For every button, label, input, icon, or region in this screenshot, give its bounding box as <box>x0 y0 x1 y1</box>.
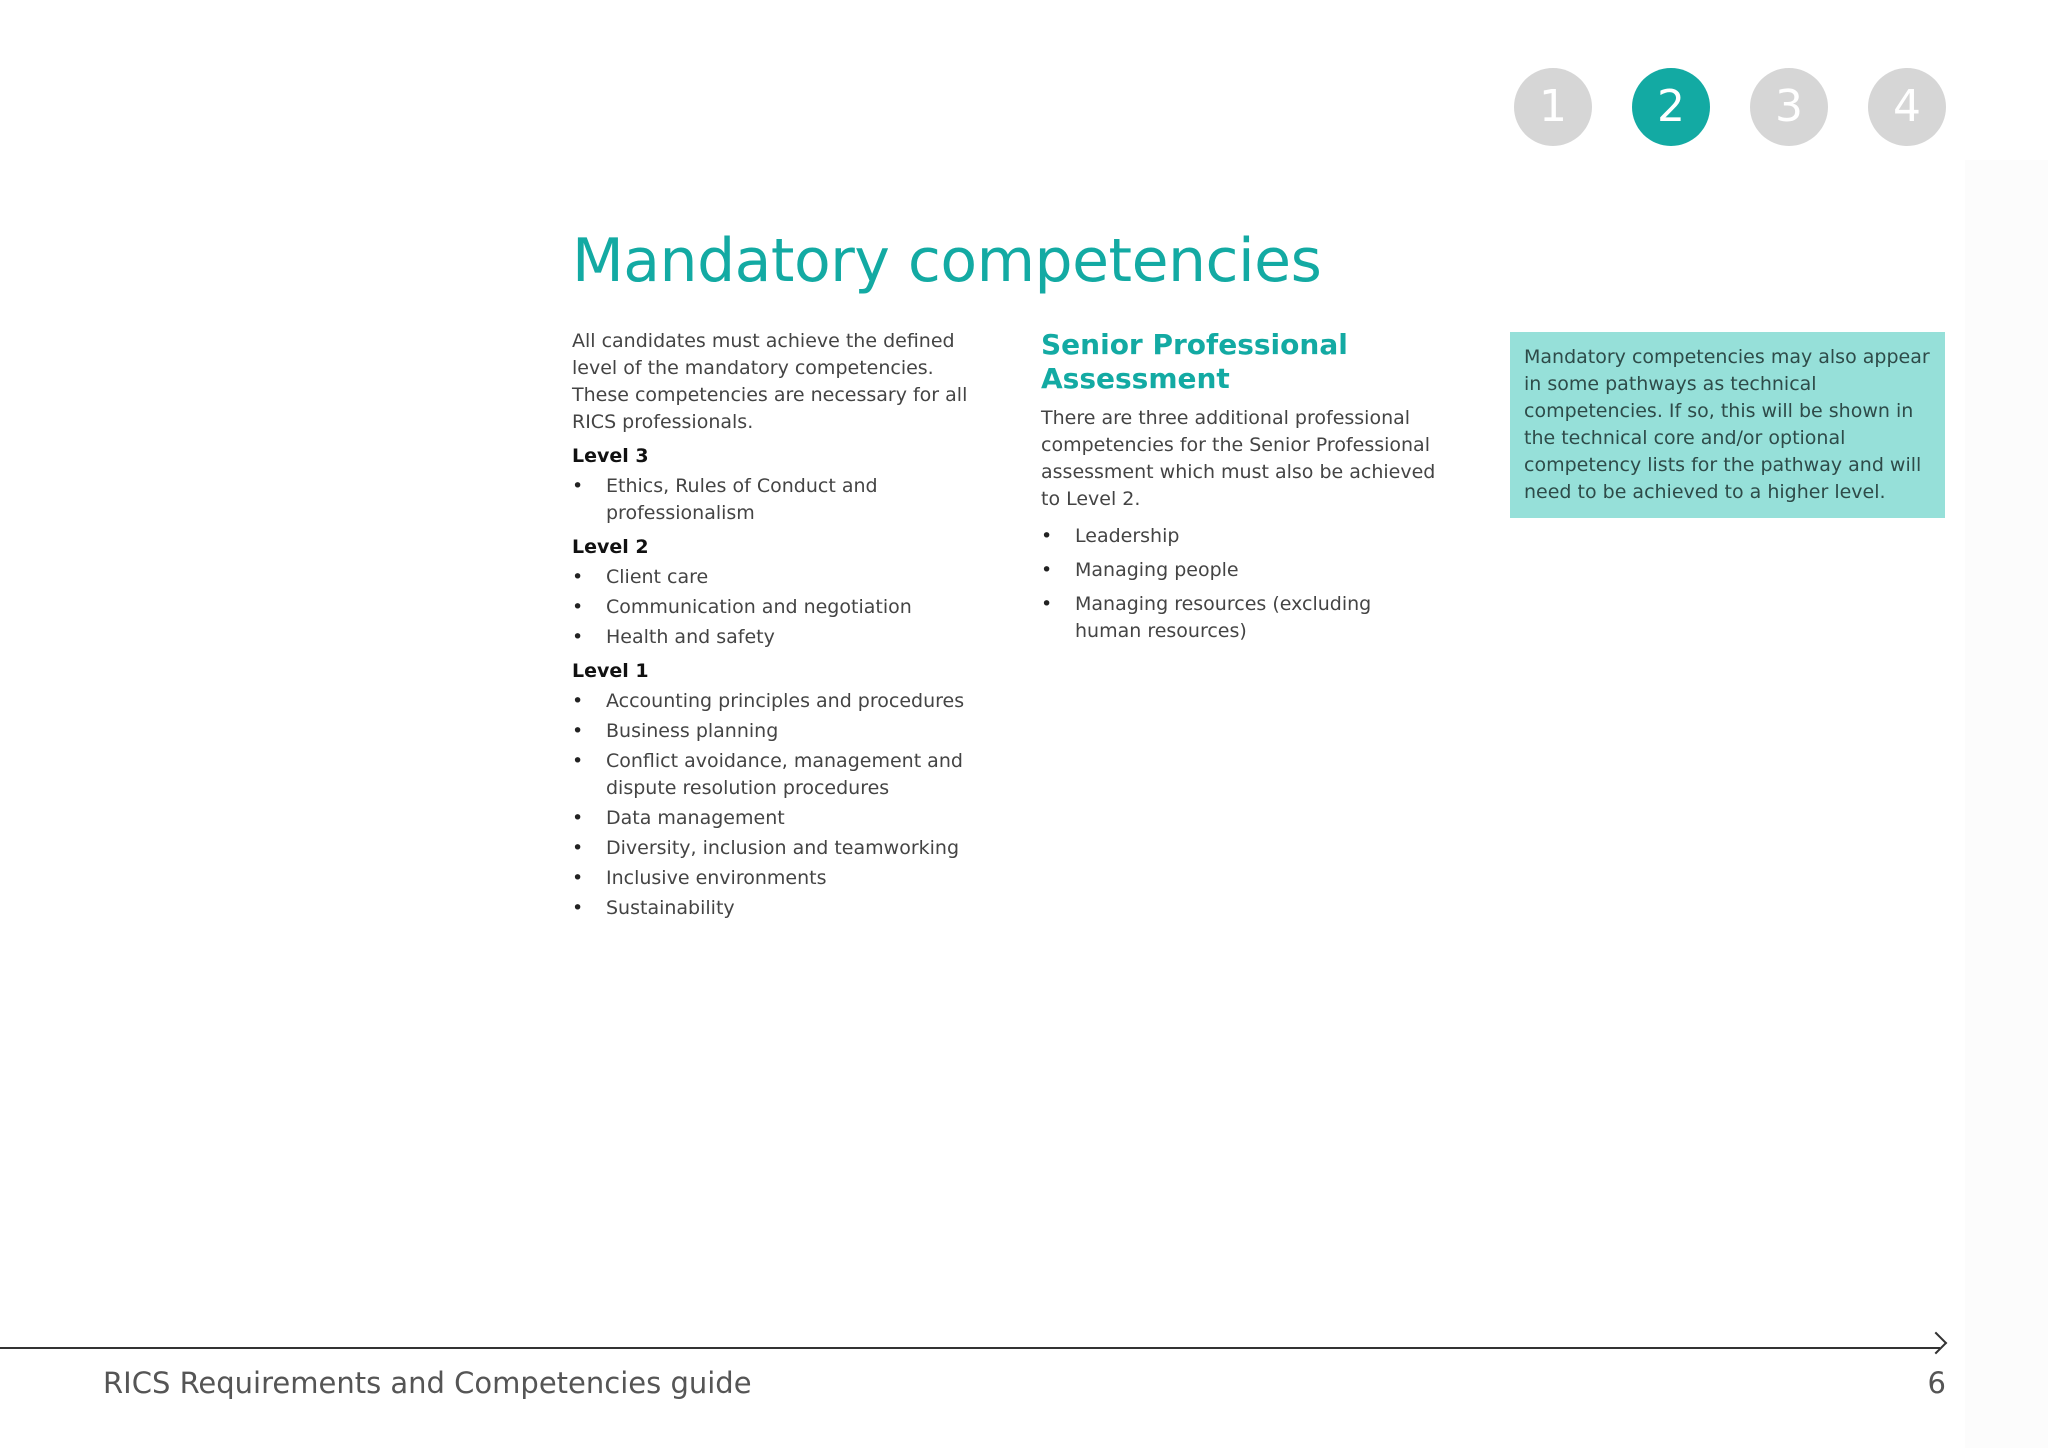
level-3-list <box>572 473 992 527</box>
list-item: • Leadership <box>1041 523 1441 550</box>
page-title: Mandatory competencies <box>572 226 1322 296</box>
step-3-button[interactable]: 3 <box>1750 68 1828 146</box>
list-item: • Ethics, Rules of Conduct and professionalism <box>572 473 992 527</box>
section-step-navigation <box>1514 68 1946 146</box>
level-3-heading: Level 3 <box>572 445 649 467</box>
list-item: • Communication and negotiation <box>572 594 992 621</box>
senior-assessment-paragraph: There are three additional professional competencies for the Senior Professional assessment which must also be achieved to Level 2. <box>1041 407 1436 510</box>
info-callout-box: Mandatory competencies may also appear in some pathways as technical competencies. If so, this will be shown in the technical core and/or optional competency lists for the pathway and will need to be achieved to a higher level. <box>1510 332 1945 518</box>
level-1-heading: Level 1 <box>572 660 649 682</box>
step-1-button[interactable]: 1 <box>1514 68 1592 146</box>
list-item: • Business planning <box>572 718 992 745</box>
page-edge-shade <box>1965 160 2048 1448</box>
list-item: • Managing resources (excluding human resources) <box>1041 591 1441 645</box>
mandatory-levels-column <box>572 328 992 925</box>
list-item: • Data management <box>572 805 992 832</box>
list-item: • Health and safety <box>572 624 992 651</box>
senior-assessment-heading: Senior Professional Assessment <box>1041 328 1348 395</box>
level-2-list <box>572 564 992 651</box>
list-item: • Inclusive environments <box>572 865 992 892</box>
list-item: • Managing people <box>1041 557 1441 584</box>
step-2-button[interactable]: 2 <box>1632 68 1710 146</box>
footer-rule <box>0 1347 1940 1349</box>
level-1-list <box>572 688 992 922</box>
list-item: • Client care <box>572 564 992 591</box>
senior-assessment-column <box>1041 328 1441 652</box>
senior-competency-list <box>1041 523 1441 645</box>
level-2-heading: Level 2 <box>572 536 649 558</box>
list-item: • Diversity, inclusion and teamworking <box>572 835 992 862</box>
list-item: • Conflict avoidance, management and dispute resolution procedures <box>572 748 992 802</box>
step-4-button[interactable]: 4 <box>1868 68 1946 146</box>
intro-paragraph: All candidates must achieve the defined level of the mandatory competencies. These competencies are necessary for all RICS professionals. <box>572 330 968 433</box>
list-item: • Sustainability <box>572 895 992 922</box>
list-item: • Accounting principles and procedures <box>572 688 992 715</box>
footer-document-title: RICS Requirements and Competencies guide <box>103 1366 752 1400</box>
arrow-right-icon <box>1925 1332 1948 1355</box>
page-number: 6 <box>1927 1366 1946 1400</box>
